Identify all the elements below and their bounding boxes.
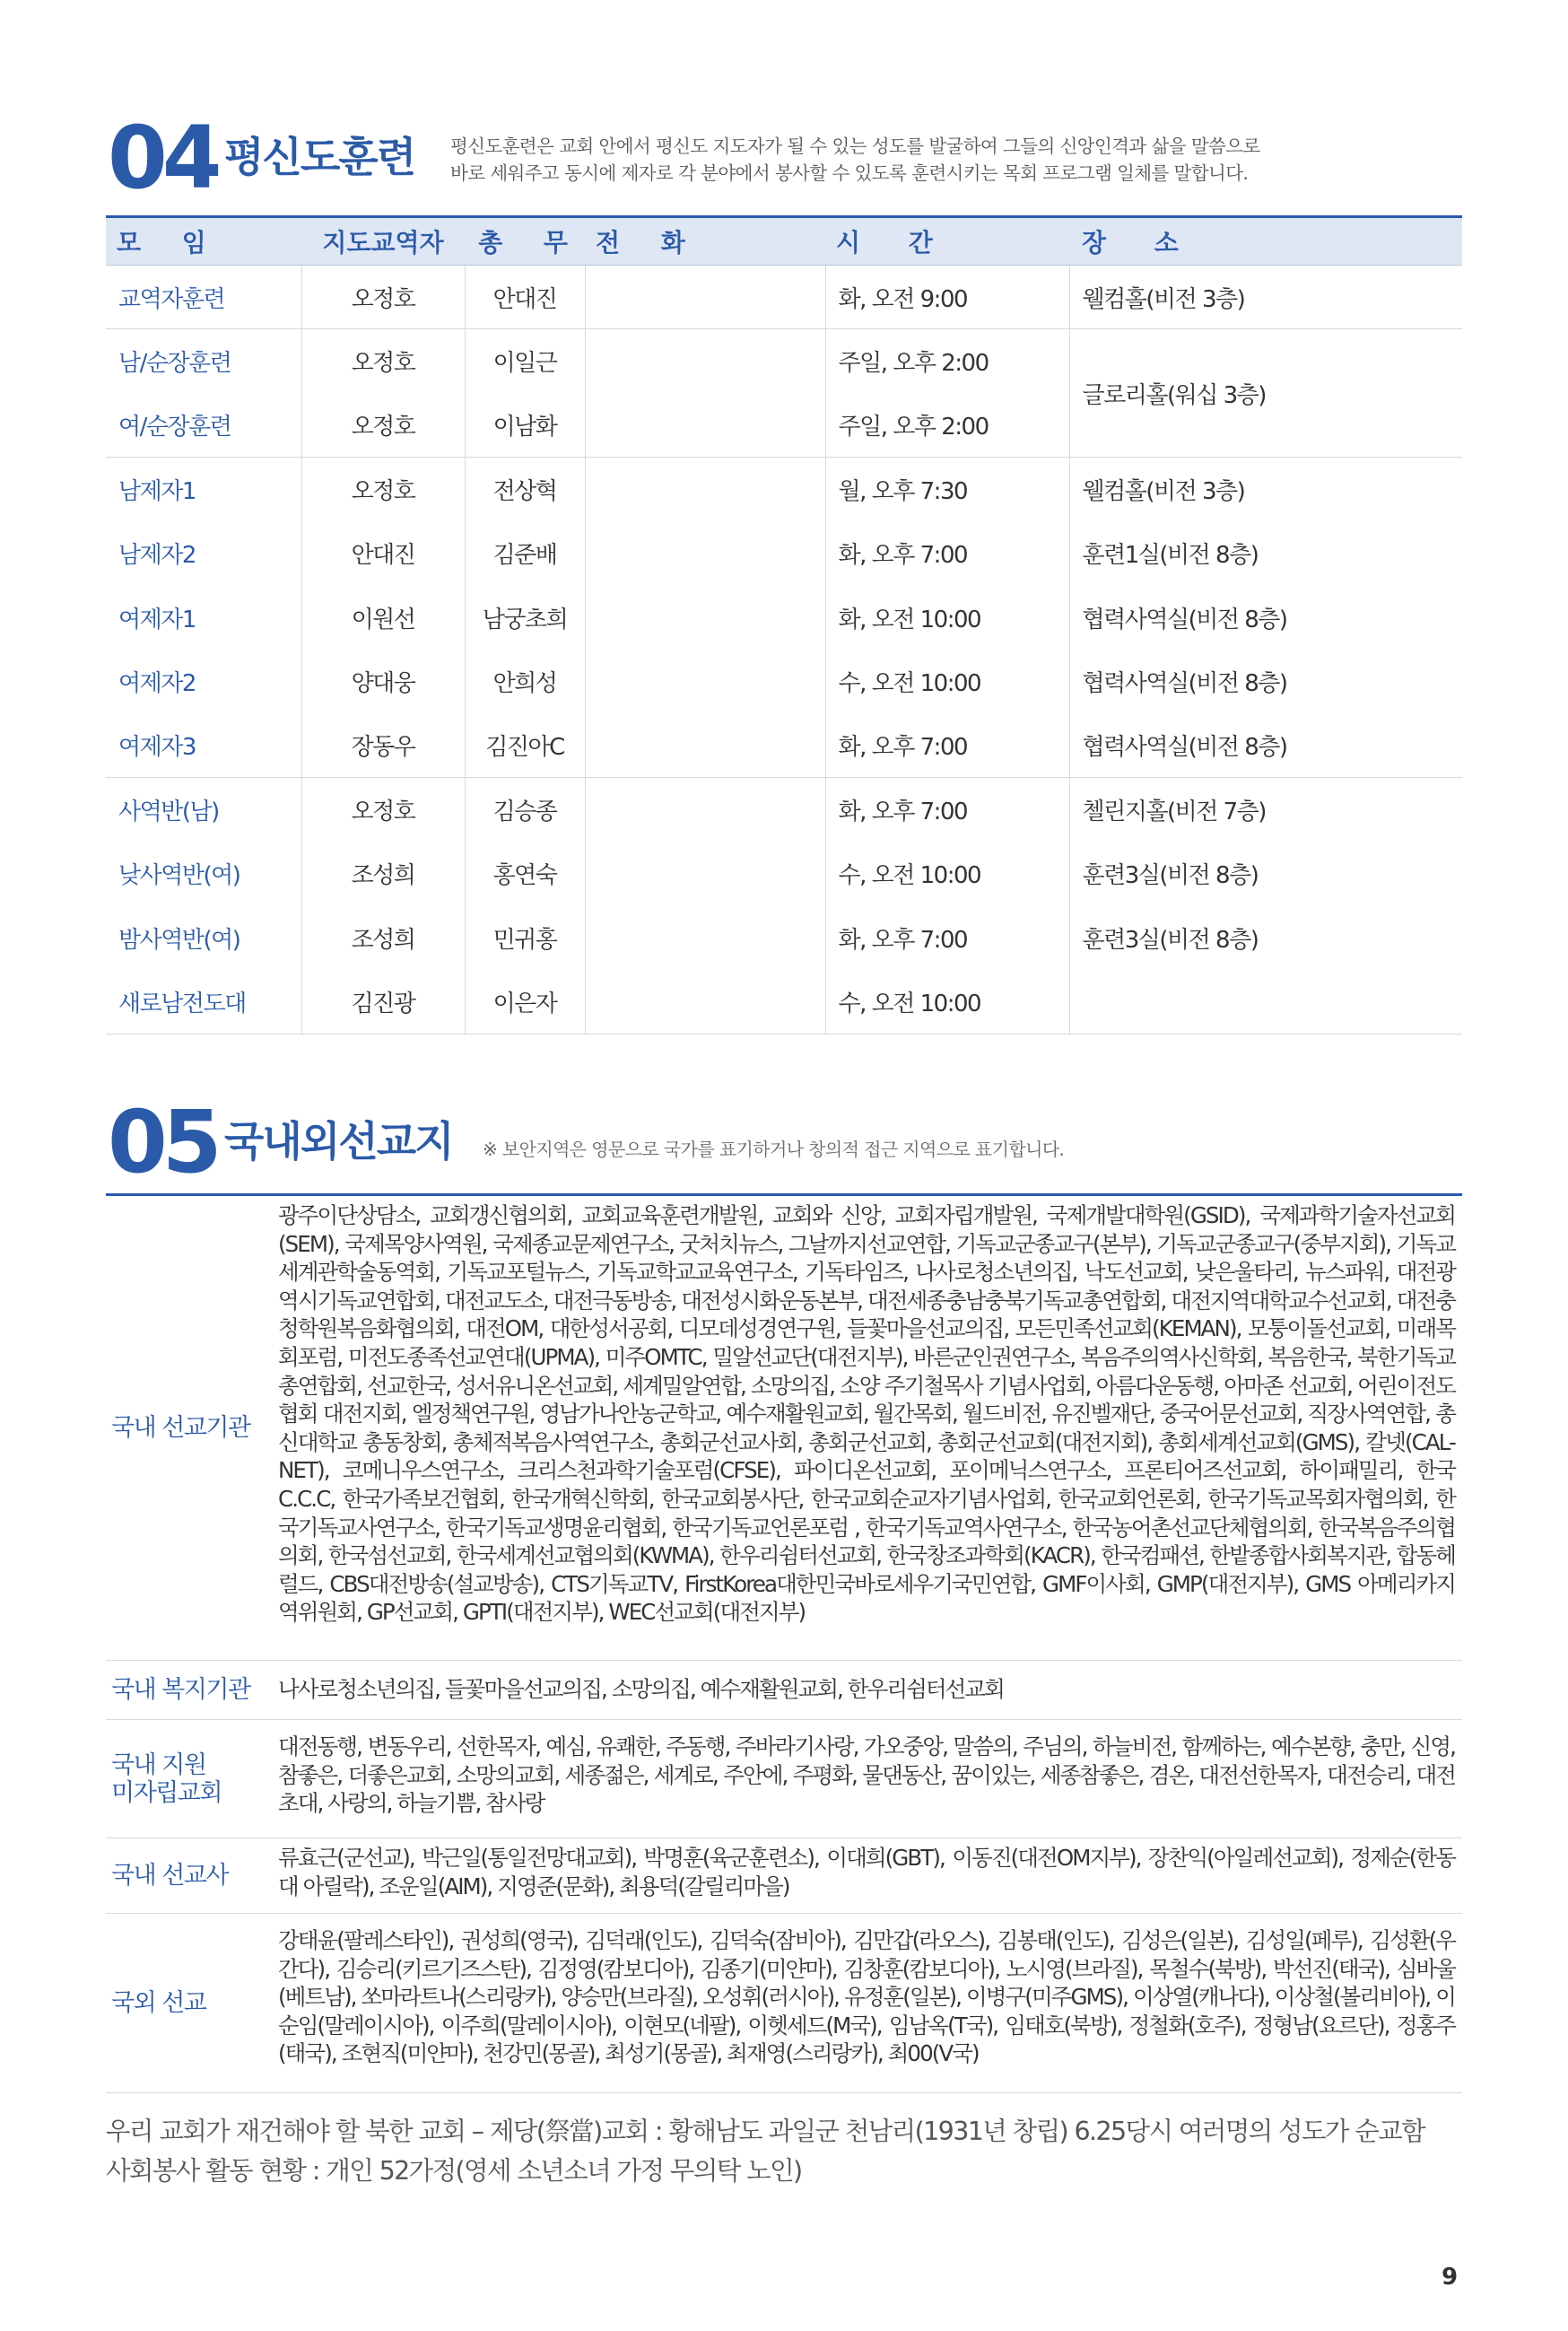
category-label: 국내 복지기관 bbox=[111, 1676, 250, 1704]
category-content: 나사로청소년의집, 들꽃마을선교의집, 소망의집, 예수재활원교회, 한우리쉼터선교회 bbox=[278, 1676, 1004, 1702]
manager: 김진아C bbox=[465, 713, 585, 777]
table-row bbox=[106, 650, 1462, 713]
phone bbox=[585, 266, 825, 329]
leader: 조성희 bbox=[301, 842, 465, 905]
manager: 김승종 bbox=[465, 778, 585, 842]
table-row bbox=[106, 266, 1462, 329]
manager: 홍연숙 bbox=[465, 842, 585, 905]
description-line: 바로 세워주고 동시에 제자로 각 분야에서 봉사할 수 있도록 훈련시키는 목회 프로그램 일체를 말합니다. bbox=[450, 162, 1249, 184]
time: 주일, 오후 2:00 bbox=[825, 393, 1069, 457]
list-item bbox=[106, 1661, 1462, 1720]
manager: 김준배 bbox=[465, 521, 585, 585]
meeting-name: 남/순장훈련 bbox=[118, 350, 231, 378]
place: 첼린지홀(비전 7층) bbox=[1069, 778, 1462, 842]
phone bbox=[585, 842, 825, 905]
north-korea-church-note: 우리 교회가 재건해야 할 북한 교회 – 제당(祭當)교회 : 황해남도 과일군 천남리(1931년 창립) 6.25당시 여러명의 성도가 순교함 bbox=[106, 2117, 1425, 2146]
category-label: 국외 선교 bbox=[111, 1989, 206, 2017]
phone bbox=[585, 713, 825, 777]
leader: 오정호 bbox=[301, 393, 465, 457]
time: 화, 오후 7:00 bbox=[825, 905, 1069, 969]
time: 수, 오전 10:00 bbox=[825, 970, 1069, 1034]
place: 웰컴홀(비전 3층) bbox=[1069, 266, 1462, 329]
social-service-note: 사회봉사 활동 현황 : 개인 52가정(영세 소년소녀 가정 무의탁 노인) bbox=[106, 2156, 802, 2186]
time: 수, 오전 10:00 bbox=[825, 650, 1069, 713]
table-row bbox=[106, 970, 1462, 1034]
column-header: 시 간 bbox=[825, 217, 1069, 266]
place: 글로리홀(워십 3층) bbox=[1069, 329, 1462, 458]
phone bbox=[585, 778, 825, 842]
time: 화, 오후 7:00 bbox=[825, 713, 1069, 777]
description-line: 평신도훈련은 교회 안에서 평신도 지도자가 될 수 있는 성도를 발굴하여 그들의 신앙인격과 삶을 말씀으로 bbox=[450, 135, 1260, 157]
meeting-name: 남제자2 bbox=[118, 542, 196, 570]
meeting-name: 남제자1 bbox=[118, 478, 196, 506]
time: 화, 오후 7:00 bbox=[825, 521, 1069, 585]
leader: 조성희 bbox=[301, 905, 465, 969]
list-item bbox=[106, 1914, 1462, 2093]
meeting-name: 새로남전도대 bbox=[106, 970, 301, 1034]
place: 협력사역실(비전 8층) bbox=[1069, 713, 1462, 777]
section-05-header bbox=[108, 1092, 1363, 1192]
time: 월, 오후 7:30 bbox=[825, 458, 1069, 521]
place bbox=[1069, 970, 1462, 1034]
table-row bbox=[106, 458, 1462, 521]
section-title: 국내외선교지 bbox=[224, 1117, 453, 1166]
category-content: 류효근(군선교), 박근일(통일전망대교회), 박명훈(육군훈련소), 이대희(GBT), 이동진(대전OM지부), 장찬익(아일레선교회), 정제순(한동대 아릴락), 조운일(AIM), 지영준(문화), 최용덕(갈릴리마을) bbox=[278, 1845, 1455, 1899]
phone bbox=[585, 585, 825, 649]
footnotes bbox=[106, 2112, 1424, 2191]
time: 화, 오후 7:00 bbox=[825, 778, 1069, 842]
section-note: ※ 보안지역은 영문으로 국가를 표기하거나 창의적 접근 지역으로 표기합니다. bbox=[483, 1139, 1065, 1160]
category-content: 강태윤(팔레스타인), 권성희(영국), 김덕래(인도), 김덕숙(잠비아), 김만갑(라오스), 김봉태(인도), 김성은(일본), 김성일(페루), 김성환(우간다), 김승리(키르기즈스탄), 김정영(캄보디아), 김종기(미얀마), 김창훈(캄보디아), 노시영(브라질), 목철수(북방), 박선진(태국), 심바울(베트남), 쏘마라트나(스리랑카), 양승만(브라질), 오성휘(러시아), 유정훈(일본), 이병구(미주GMS), 이상열(캐나다), 이상철(볼리비아), 이순임(말레이시아), 이주희(말레이시아), 이현모(네팔), 이헷세드(M국), 임남옥(T국), 임태호(북방), 정철화(호주), 정형남(요르단), 정홍주(태국), 조현직(미얀마), 천강민(몽골), 최성기(몽골), 최재영(스리랑카), 최00(V국) bbox=[278, 1927, 1455, 2067]
category-content: 광주이단상담소, 교회갱신협의회, 교회교육훈련개발원, 교회와 신앙, 교회자립개발원, 국제개발대학원(GSID), 국제과학기술자선교회(SEM), 국제목양사역원, 국제종교문제연구소, 굿처치뉴스, 그날까지선교연합, 기독교군종교구(본부), 기독교군종교구(중부지회), 기독교세계관학술동역회, 기독교포털뉴스, 기독교학교교육연구소, 기독타임즈, 나사로청소년의집, 낙도선교회, 낮은울타리, 뉴스파워, 대전광역시기독교연합회, 대전교도소, 대전극동방송, 대전성시화운동본부, 대전세종충남충북기독교총연합회, 대전지역대학교수선교회, 대전충청학원복음화협의회, 대전OM, 대한성서공회, 디모데성경연구원, 들꽃마을선교의집, 모든민족선교회(KEMAN), 모퉁이돌선교회, 미래목회포럼, 미전도종족선교연대(UPMA), 미주OMTC, 밀알선교단(대전지부), 바른군인권연구소, 복음주의역사신학회, 복음한국, 북한기독교총연합회, 선교한국, 성서유니온선교회, 세계밀알연합, 소망의집, 소양 주기철목사 기념사업회, 아름다운동행, 아마존 선교회, 어린이전도협회 대전지회, 엘정책연구원, 영남가나안농군학교, 예수재활원교회, 월간목회, 월드비전, 유진벨재단, 중국어문선교회, 직장사역연합, 총신대학교 총동창회, 총체적복음사역연구소, 총회군선교사회, 총회군선교회, 총회군선교회(대전지회), 총회세계선교회(GMS), 칼넷(CAL-NET), 코메니우스연구소, 크리스천과학기술포럼(CFSE), 파이디온선교회, 포이메닉스연구소, 프론티어즈선교회, 하이패밀리, 한국 C.C.C, 한국가족보건협회, 한국개혁신학회, 한국교회봉사단, 한국교회순교자기념사업회, 한국교회언론회, 한국기독교목회자협의회, 한국기독교사연구소, 한국기독교생명윤리협회, 한국기독교언론포럼 , 한국기독교역사연구소, 한국농어촌선교단체협의회, 한국복음주의협의회, 한국섬선교회, 한국세계선교협의회(KWMA), 한우리쉼터선교회, 한국창조과학회(KACR), 한국컴패션, 한밭종합사회복지관, 합동헤럴드, CBS대전방송(설교방송), CTS기독교TV, FirstKorea대한민국바로세우기국민연합, GMF이사회, GMP(대전지부), GMS 아메리카지역위원회, GP선교회, GPTI(대전지부), WEC선교회(대전지부) bbox=[278, 1202, 1455, 1626]
table-row bbox=[106, 842, 1462, 905]
place: 협력사역실(비전 8층) bbox=[1069, 585, 1462, 649]
list-item bbox=[106, 1720, 1462, 1838]
place: 웰컴홀(비전 3층) bbox=[1069, 458, 1462, 521]
meeting-name: 여/순장훈련 bbox=[106, 393, 301, 457]
phone bbox=[585, 329, 825, 393]
section-number: 05 bbox=[108, 1092, 217, 1192]
column-header: 모 임 bbox=[106, 217, 301, 266]
manager: 이은자 bbox=[465, 970, 585, 1034]
list-item bbox=[106, 1196, 1462, 1661]
meeting-name: 여제자3 bbox=[106, 713, 301, 777]
leader: 김진광 bbox=[301, 970, 465, 1034]
meeting-name: 교역자훈련 bbox=[106, 266, 301, 329]
time: 화, 오전 10:00 bbox=[825, 585, 1069, 649]
leader: 양대웅 bbox=[301, 650, 465, 713]
mission-list bbox=[106, 1193, 1462, 2093]
phone bbox=[585, 970, 825, 1034]
section-description bbox=[450, 133, 1260, 187]
category-label: 국내 선교사 bbox=[111, 1862, 228, 1890]
meeting-name: 낮사역반(여) bbox=[118, 862, 240, 890]
manager: 민귀홍 bbox=[465, 905, 585, 969]
meeting-name: 여제자2 bbox=[118, 670, 196, 698]
section-number: 04 bbox=[108, 108, 217, 208]
phone bbox=[585, 650, 825, 713]
section-title: 평신도훈련 bbox=[224, 133, 415, 181]
column-header: 총 무 bbox=[465, 217, 585, 266]
place: 훈련3실(비전 8층) bbox=[1069, 842, 1462, 905]
phone bbox=[585, 521, 825, 585]
column-header: 전 화 bbox=[585, 217, 825, 266]
leader: 오정호 bbox=[301, 266, 465, 329]
table-row bbox=[106, 713, 1462, 777]
category-label: 국내 선교기관 bbox=[111, 1414, 250, 1442]
phone bbox=[585, 905, 825, 969]
place: 협력사역실(비전 8층) bbox=[1069, 650, 1462, 713]
page-number: 9 bbox=[1442, 2264, 1459, 2291]
leader: 안대진 bbox=[301, 521, 465, 585]
category-content: 대전동행, 변동우리, 선한목자, 예심, 유쾌한, 주동행, 주바라기사랑, 가오중앙, 말씀의, 주님의, 하늘비전, 함께하는, 예수본향, 충만, 신영, 참좋은, 더좋은교회, 소망의교회, 세종젊은, 세계로, 주안에, 주평화, 물댄동산, 꿈이있는, 세종참좋은, 겸온, 대전선한목자, 대전승리, 대전초대, 사랑의, 하늘기쁨, 참사랑 bbox=[278, 1733, 1455, 1817]
category-label: 국내 지원 미자립교회 bbox=[111, 1750, 222, 1807]
leader: 장동우 bbox=[301, 713, 465, 777]
leader: 오정호 bbox=[301, 458, 465, 521]
table-row bbox=[106, 329, 1462, 393]
phone bbox=[585, 393, 825, 457]
table-row bbox=[106, 778, 1462, 842]
manager: 이남화 bbox=[465, 393, 585, 457]
lay-training-table bbox=[106, 215, 1462, 1035]
table-row bbox=[106, 521, 1462, 585]
time: 화, 오전 9:00 bbox=[825, 266, 1069, 329]
table-row bbox=[106, 585, 1462, 649]
column-header: 장 소 bbox=[1069, 217, 1462, 266]
place: 훈련3실(비전 8층) bbox=[1069, 905, 1462, 969]
phone bbox=[585, 458, 825, 521]
table-header-row bbox=[106, 217, 1462, 266]
time: 수, 오전 10:00 bbox=[825, 842, 1069, 905]
meeting-name: 사역반(남) bbox=[118, 799, 219, 826]
leader: 오정호 bbox=[301, 329, 465, 393]
list-item bbox=[106, 1838, 1462, 1914]
manager: 안대진 bbox=[465, 266, 585, 329]
table-row bbox=[106, 905, 1462, 969]
section-04-header bbox=[108, 108, 1363, 208]
manager: 안희성 bbox=[465, 650, 585, 713]
leader: 오정호 bbox=[301, 778, 465, 842]
meeting-name: 여제자1 bbox=[118, 606, 196, 633]
leader: 이원선 bbox=[301, 585, 465, 649]
manager: 전상혁 bbox=[465, 458, 585, 521]
manager: 이일근 bbox=[465, 329, 585, 393]
meeting-name: 밤사역반(여) bbox=[118, 926, 240, 954]
column-header: 지도교역자 bbox=[301, 217, 465, 266]
place: 훈련1실(비전 8층) bbox=[1069, 521, 1462, 585]
time: 주일, 오후 2:00 bbox=[825, 329, 1069, 393]
manager: 남궁초희 bbox=[465, 585, 585, 649]
